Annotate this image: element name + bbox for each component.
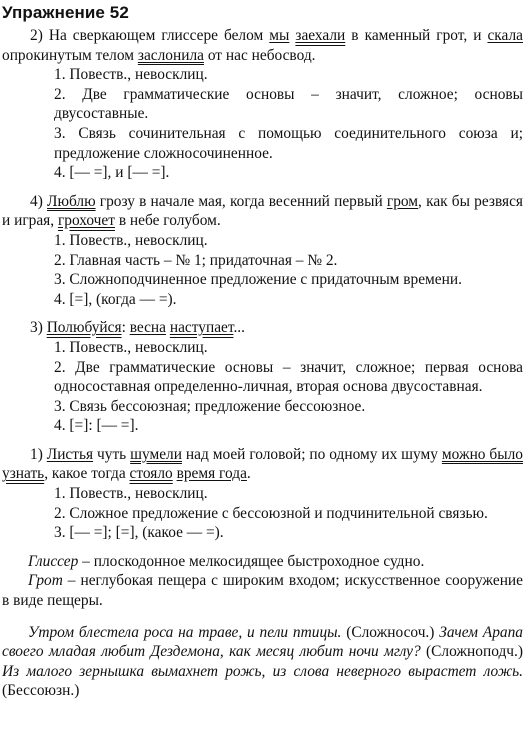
sentence-number: 1) <box>30 445 43 463</box>
analysis-list <box>2 484 523 543</box>
example-sentence: Из малого зернышка вымахнет рожь, из слова неверного вырастет ложь. <box>2 662 523 680</box>
underlined-word: скала <box>487 27 523 44</box>
sentence <box>2 192 523 231</box>
analysis-item: 2. Главная часть – № 1; придаточная – № 2. <box>54 251 338 269</box>
underlined-word: шумели <box>130 445 182 463</box>
examples <box>2 623 523 701</box>
analysis-item: 1. Повеств., невосклиц. <box>54 485 208 503</box>
analysis-list <box>2 338 523 436</box>
analysis-item: 3. Связь сочинительная с помощью соединительного союза и; предложение сложносочиненное. <box>54 124 523 162</box>
sentence-text: , какое тогда <box>44 465 130 483</box>
sentence-text: чуть <box>93 445 131 463</box>
analysis-item: 3. [— =]; [=], (какое — =). <box>54 524 224 542</box>
sentence-text: : <box>121 319 130 337</box>
sentence <box>2 445 523 484</box>
sentence-text: в каменный грот, и <box>345 27 488 44</box>
underlined-word: Полюбуйся <box>46 319 122 337</box>
exercise-blocks <box>2 26 523 543</box>
analysis-list <box>2 65 523 183</box>
definition-text: – неглубокая пещера с широким входом; искусственное сооружение в виде пещеры. <box>2 572 523 610</box>
underlined-word: грохочет <box>57 212 115 230</box>
sentence-text: в небе голубом. <box>114 212 221 230</box>
analysis-block <box>2 445 523 543</box>
analysis-item: 3. Сложноподчиненное предложение с придаточным времени. <box>54 271 462 289</box>
analysis-item: 4. [— =], и [— =]. <box>54 164 170 182</box>
analysis-item: 3. Связь бессоюзная; предложение бессоюзное. <box>54 397 366 415</box>
underlined-word: заслонила <box>137 46 204 64</box>
definition <box>2 552 523 572</box>
analysis-item: 1. Повеств., невосклиц. <box>54 66 208 84</box>
sentence-text: На сверкающем глиссере белом <box>42 27 270 44</box>
underlined-word: стояло <box>129 465 173 483</box>
sentence <box>2 318 523 338</box>
sentence-number: 4) <box>30 192 43 210</box>
underlined-word: мы <box>269 27 290 44</box>
sentence-text: , как бы резвяся и играя, <box>2 192 524 230</box>
underlined-word: можно было узнать <box>2 445 523 483</box>
sentence-text: над моей головой; по одному их шуму <box>181 445 442 463</box>
sentence-text: от нас небосвод. <box>203 46 316 64</box>
example-sentence: Зачем Арапа своего младая любит Дездемона, как месяц любит ночи мглу? <box>2 623 523 661</box>
analysis-item: 1. Повеств., невосклиц. <box>54 338 208 356</box>
sentence-text: опрокинутым телом <box>2 46 138 64</box>
analysis-block <box>2 318 523 436</box>
sentence-number: 2) <box>30 27 43 44</box>
underlined-word: Люблю <box>47 192 96 210</box>
analysis-item: 2. Сложное предложение с бессоюзной и подчинительной связью. <box>54 504 488 522</box>
example-label: (Сложноподч.) <box>420 643 523 661</box>
definition <box>2 571 523 610</box>
example-sentence: Утром блестела роса на траве, и пели птицы. <box>28 623 342 641</box>
sentence-number: 3) <box>30 319 43 337</box>
underlined-word: наступает <box>169 319 234 337</box>
sentence-text: ... <box>233 319 245 337</box>
analysis-item: 2. Две грамматические основы – значит, сложное; основы двусоставные. <box>54 85 523 123</box>
underlined-word: Листья <box>46 445 94 463</box>
exercise-title: Упражнение 52 <box>2 3 129 22</box>
analysis-item: 4. [=], (когда — =). <box>54 290 177 308</box>
example-label: (Сложносоч.) <box>341 623 440 641</box>
example-label: (Бессоюзн.) <box>2 682 80 700</box>
underlined-word: весна <box>129 319 166 337</box>
sentence-text: . <box>246 465 251 483</box>
definition-term: Глиссер <box>28 552 79 570</box>
underlined-word: гром <box>386 192 419 210</box>
analysis-item: 1. Повеств., невосклиц. <box>54 231 208 249</box>
analysis-block <box>2 192 523 310</box>
analysis-item: 4. [=]: [— =]. <box>54 417 139 435</box>
examples-paragraph <box>2 623 523 701</box>
analysis-list <box>2 231 523 309</box>
definition-text: – плоскодонное мелкосидящее быстроходное судно. <box>78 552 425 570</box>
definition-term: Грот <box>28 572 63 590</box>
underlined-word: время года <box>176 465 247 483</box>
sentence-text: грозу в начале мая, когда весенний первый <box>95 192 387 210</box>
underlined-word: заехали <box>295 27 346 44</box>
analysis-block <box>2 26 523 183</box>
sentence <box>2 26 523 65</box>
definitions <box>2 552 523 611</box>
analysis-item: 2. Две грамматические основы – значит, сложное; первая основа односоставная определенно-личная, вторая основа двусоставная. <box>54 358 523 396</box>
